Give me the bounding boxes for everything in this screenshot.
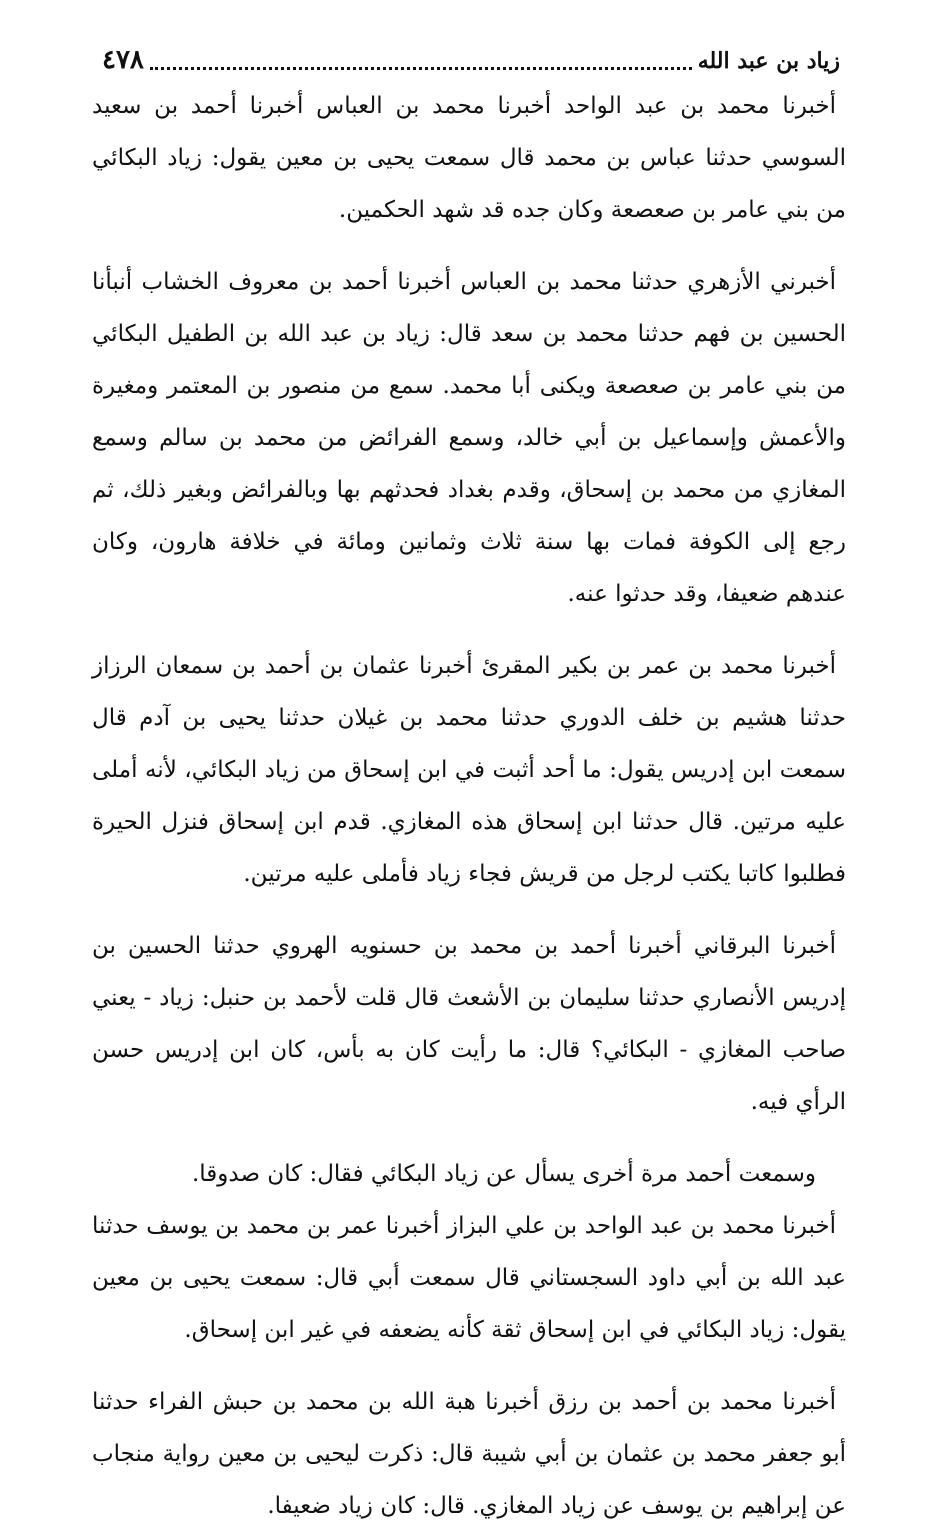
- paragraph-4: أخبرنا البرقاني أخبرنا أحمد بن محمد بن حسنويه الهروي حدثنا الحسين بن إدريس الأنصاري حدثنا سليمان بن الأشعث قال قلت لأحمد بن حنبل: زياد - يعني صاحب المغازي - البكائي؟ قال: ما رأيت كان به بأس، كان ابن إدريس حسن الرأي فيه.: [92, 933, 846, 1115]
- running-title: زياد بن عبد الله: [697, 48, 840, 74]
- paragraph-7: أخبرنا محمد بن أحمد بن رزق أخبرنا هبة الله بن محمد بن حبش الفراء حدثنا أبو جعفر محمد بن عثمان بن أبي شيبة قال: ذكرت ليحيى بن معين رواية منجاب عن إبراهيم بن يوسف عن زياد المغازي. قال: كان زياد ضعيفا.: [92, 1389, 846, 1519]
- paragraph-1: أخبرنا محمد بن عبد الواحد أخبرنا محمد بن العباس أخبرنا أحمد بن سعيد السوسي حدثنا عباس بن محمد قال سمعت يحيى بن معين يقول: زياد البكائي من بني عامر بن صعصعة وكان جده قد شهد الحكمين.: [92, 93, 846, 223]
- paragraph-3: أخبرنا محمد بن عمر بن بكير المقرئ أخبرنا عثمان بن أحمد بن سمعان الرزاز حدثنا هشيم بن خلف الدوري حدثنا محمد بن غيلان حدثنا يحيى بن آدم قال سمعت ابن إدريس يقول: ما أحد أثبت في ابن إسحاق من زياد البكائي، لأنه أملى عليه مرتين. قال حدثنا ابن إسحاق هذه المغازي. قدم ابن إسحاق فنزل الحيرة فطلبوا كاتبا يكتب لرجل من قريش فجاء زياد فأملى عليه مرتين.: [92, 653, 846, 887]
- page-number: ٤٧٨: [102, 45, 144, 75]
- header-dotted-leader: [150, 67, 692, 70]
- page-header: [92, 40, 846, 80]
- paragraph-5: وسمعت أحمد مرة أخرى يسأل عن زياد البكائي فقال: كان صدوقا.: [191, 1161, 816, 1187]
- paragraph-2: أخبرني الأزهري حدثنا محمد بن العباس أخبرنا أحمد بن معروف الخشاب أنبأنا الحسين بن فهم حدثنا محمد بن سعد قال: زياد بن عبد الله بن الطفيل البكائي من بني عامر بن صعصعة ويكنى أبا محمد. سمع من منصور بن المعتمر ومغيرة والأعمش وإسماعيل بن أبي خالد، وسمع الفرائض من محمد بن سالم وسمع المغازي من محمد بن إسحاق، وقدم بغداد فحدثهم بها وبالفرائض وبغير ذلك، ثم رجع إلى الكوفة فمات بها سنة ثلاث وثمانين ومائة في خلافة هارون، وكان عندهم ضعيفا، وقد حدثوا عنه.: [92, 269, 846, 607]
- paragraph-6: أخبرنا محمد بن عبد الواحد بن علي البزاز أخبرنا عمر بن محمد بن يوسف حدثنا عبد الله بن أبي داود السجستاني قال سمعت أبي قال: سمعت يحيى بن معين يقول: زياد البكائي في ابن إسحاق ثقة كأنه يضعفه في غير ابن إسحاق.: [92, 1213, 846, 1343]
- page-body: [92, 80, 846, 1532]
